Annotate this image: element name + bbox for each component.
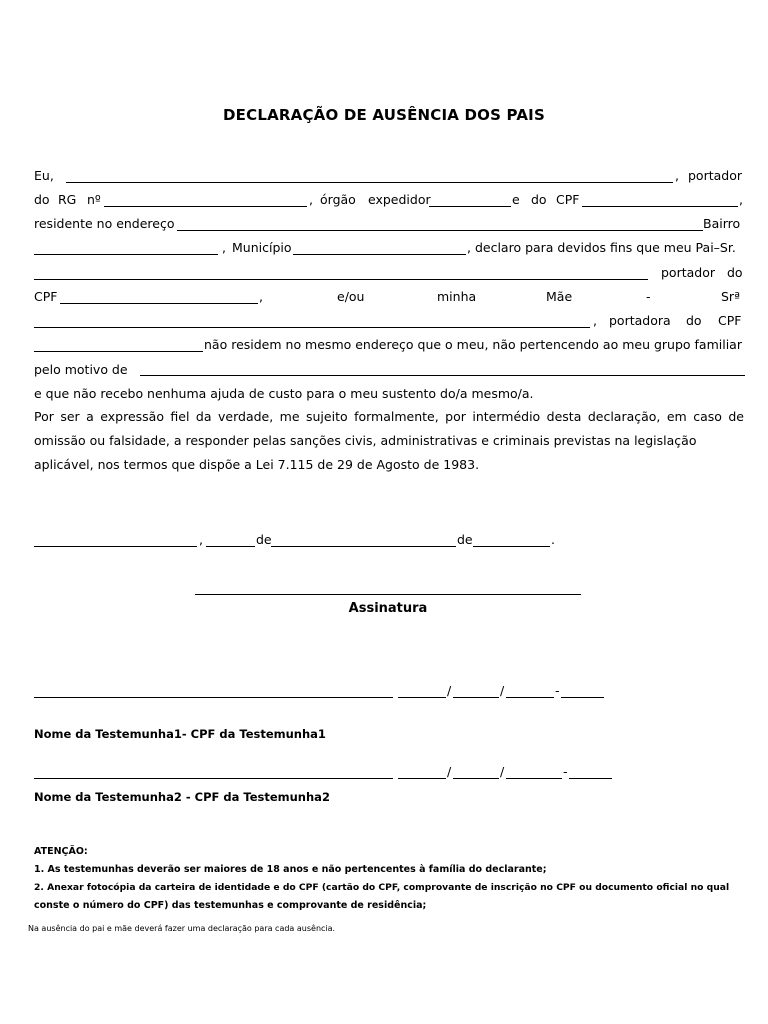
field-cidade-line[interactable] [34,546,197,547]
label-portador: portador [688,168,743,183]
witness1-cpf-part3[interactable] [506,697,554,698]
label-minha: minha [437,289,477,304]
witness1-cpf-part4[interactable] [561,697,604,698]
page-title: DECLARAÇÃO DE AUSÊNCIA DOS PAIS [223,106,545,124]
field-bairro-line[interactable] [34,254,218,255]
declaration-paragraph [34,405,744,477]
witness1-cpf-part1[interactable] [398,697,446,698]
slash: / [447,683,452,698]
field-rg-line[interactable] [104,206,307,207]
field-pai-line[interactable] [34,279,648,280]
label-sra: Srª [721,289,740,304]
comma: , [739,192,743,207]
dash: - [563,764,568,779]
footer-note: Na ausência do pai e mãe deverá fazer uma declaração para cada ausência. [28,924,336,933]
label-motivo: pelo motivo de [34,362,128,377]
witness2-cpf-part4[interactable] [569,778,612,779]
comma: , [593,313,597,328]
witness2-name-line[interactable] [34,778,393,779]
witness2-cpf-part2[interactable] [453,778,499,779]
witness1-name-line[interactable] [34,697,393,698]
dash: - [555,683,560,698]
field-cpf-line[interactable] [582,206,738,207]
label-nao-residem: não residem no mesmo endereço que o meu, não pertencendo ao meu grupo familiar [204,337,742,352]
label-cpf: CPF [34,289,58,304]
label-do: do [727,265,743,280]
dot: . [551,532,555,547]
label-municipio: Município [232,240,292,255]
field-motivo-line[interactable] [140,375,745,376]
notes-heading: ATENÇÃO: [34,846,88,857]
label-residente: residente no endereço [34,216,175,231]
label-e: e [512,192,520,207]
field-ano-line[interactable] [473,546,550,547]
comma: , [259,289,263,304]
field-orgao-line[interactable] [429,206,511,207]
label-do: do [531,192,547,207]
label-rg: RG [58,192,77,207]
field-cpf-mae-line[interactable] [34,351,203,352]
label-do: do [686,313,702,328]
label-no: nº [87,192,101,207]
note-item-1: 1. As testemunhas deverão ser maiores de 18 anos e não pertencentes à família do declarante; [34,864,547,875]
signature-label: Assinatura [348,601,428,616]
note-item-2: 2. Anexar fotocópia da carteira de identidade e do CPF (cartão do CPF, comprovante de inscrição no CPF ou documento oficial no qual [34,882,730,893]
comma: , [675,168,679,183]
label-cpf: CPF [556,192,580,207]
label-expedidor: expedidor [368,192,431,207]
witness1-label: Nome da Testemunha1- CPF da Testemunha1 [34,727,326,741]
label-orgao: órgão [320,192,356,207]
comma: , [309,192,313,207]
note-item-2-cont: conste o número do CPF) das testemunhas e comprovante de residência; [34,900,427,911]
field-dia-line[interactable] [206,546,255,547]
slash: / [500,764,505,779]
witness2-cpf-part3[interactable] [506,778,562,779]
field-mae-line[interactable] [34,327,590,328]
witness1-cpf-part2[interactable] [453,697,499,698]
label-do: do [34,192,50,207]
comma: , [222,240,226,255]
comma: , [199,532,203,547]
label-eu: Eu, [34,168,54,183]
witness2-cpf-part1[interactable] [398,778,446,779]
field-municipio-line[interactable] [293,254,466,255]
label-portadora: portadora [609,313,671,328]
label-eou: e/ou [337,289,365,304]
field-mes-line[interactable] [271,546,456,547]
field-endereco-line[interactable] [177,230,703,231]
label-declaro: , declaro para devidos fins que meu Pai–Sr. [467,240,736,255]
label-de: de [457,532,473,547]
label-cpf: CPF [718,313,742,328]
paragraph-text: Por ser a expressão fiel da verdade, me sujeito formalmente, por intermédio desta declaração, em caso de omissão ou falsidade, a responder pelas sanções civis, administrativas e criminais previstas na legislação [34,409,744,448]
label-portador: portador [661,265,716,280]
label-bairro: Bairro [703,216,741,231]
paragraph-last-line: aplicável, nos termos que dispõe a Lei 7.115 de 29 de Agosto de 1983. [34,457,480,472]
signature-line[interactable] [195,594,581,595]
field-cpf-pai-line[interactable] [60,303,258,304]
label-dash: - [646,289,651,304]
witness2-label: Nome da Testemunha2 - CPF da Testemunha2 [34,790,330,804]
slash: / [447,764,452,779]
label-mae: Mãe [546,289,573,304]
slash: / [500,683,505,698]
text-sustento: e que não recebo nenhuma ajuda de custo para o meu sustento do/a mesmo/a. [34,386,534,401]
field-name-line[interactable] [66,182,673,183]
label-de: de [256,532,272,547]
